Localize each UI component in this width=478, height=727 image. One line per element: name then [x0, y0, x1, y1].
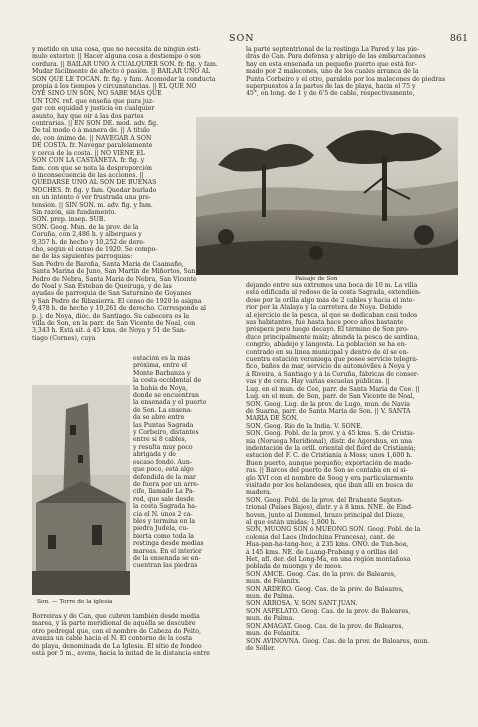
text-line: de Sóller.	[246, 644, 276, 652]
text-line: superpuestos á la partes de las de playa, hacia el 75 y	[246, 83, 416, 91]
text-line: DE COSTA. fr. Navegar paralelamente	[32, 142, 153, 150]
text-line: sus habitantes, fué hasta hace poco años bastante	[246, 319, 404, 327]
text-line: Buen puerto, aunque pequeño; exportación de made-	[246, 459, 414, 467]
text-line: San Pedro de Baroña, Santa María de Caamaño,	[32, 260, 184, 268]
text-line: estación del F. C. de Cristianía á Moss; unos 1,600 h.	[246, 452, 413, 460]
text-line: nía (Noruega Meridional), distr. de Agershus, en una	[246, 437, 412, 445]
text-line: 9,357 h. de hecho y 10,252 de dere-	[32, 238, 145, 246]
text-line: cuentran las piedras	[133, 562, 198, 570]
text-line: restinga desde medias	[133, 540, 204, 548]
text-line: la parte septentrional de la restinga La Pared y las pie-	[246, 46, 419, 53]
text-line: SON ARROSA. V. SON SANT JUAN.	[246, 600, 358, 608]
text-line: próxima, entre el	[133, 362, 187, 370]
landscape-photo	[196, 117, 458, 275]
text-line: hoven, junto al Dommel, brazo principal del Dieze,	[246, 511, 406, 519]
text-line: poblada de muongs y de meos.	[246, 563, 343, 571]
text-line: á 145 kms. NE. de Luang-Prabang y á orillas del	[246, 548, 398, 556]
text-line: SON ASPELATO. Geog. Cas. de la prov. de Baleares,	[246, 607, 411, 615]
text-line: villa de Son, en la parr. de San Vicente de Noal, con	[32, 320, 196, 328]
text-line: á Riveira, á Santiago y á la Coruña, fábricas de conser-	[246, 370, 419, 378]
text-line: SON AVINOVNA. Geog. Cas. de la prov. de Baleares, mun.	[246, 637, 430, 645]
text-line: marea, y la parte meridional de aquélla se descubre	[32, 620, 196, 628]
text-line: SON. Geog. Lug. de la prov. de Lugo, mun. de Navia	[246, 400, 410, 408]
text-line: Coruña, con 2,486 h. y albergues y	[32, 231, 142, 239]
text-line: ne de las siguientes parroquias:	[32, 253, 133, 261]
text-line: Hua-pan-ha-tang-hoc, á 235 kms. ONO. de Tun-hoa,	[246, 541, 409, 549]
text-line: SON QUE LE TOCAN. fr. fig. y fam. Acomodar la conducta	[32, 75, 216, 83]
text-line: defendida de la mar	[133, 473, 196, 481]
text-line: tensión. || SIN SON. m. adv. fig. y fam.	[32, 201, 153, 209]
tower-caption: Son. — Torre de la iglesia	[37, 599, 113, 605]
text-line: Sin razón, sin fundamento.	[32, 208, 117, 216]
text-line: cia el N. unos 2 ca-	[133, 510, 193, 518]
text-line: Lug. en el mun. de Son, parr. de San Vicente de Noal,	[246, 393, 415, 401]
text-line: dejando entre sus extremos una boca de 10 m. La villa	[246, 282, 418, 289]
text-line: fico, baños de mar, servicio de automóviles á Noya y	[246, 363, 411, 371]
text-line: en un intento ó ver frustrada una pre-	[32, 194, 152, 202]
text-line: SON. prep. insep. SUB.	[32, 216, 106, 224]
text-line: 45°, en long. de 1 y de 6'5 de cable, respectivamente,	[246, 90, 415, 98]
right-column-top-text	[246, 46, 456, 116]
text-line: y resulta muy poco	[133, 443, 193, 451]
text-line: de Noal y San Esteban de Queiruga, y de las	[32, 283, 172, 290]
text-line: cordura. || BAILAR UNO Á CUALQUIER SON. fr. fig. y fam.	[32, 60, 218, 68]
text-line: SON CON LA CASTAÑETA. fr. fig. y	[32, 157, 145, 165]
text-line: y cerca de la costa. || NO VIENE EL	[32, 149, 145, 157]
landscape-caption: Paisaje de Son	[295, 276, 338, 282]
text-line: y Corbeiro, distantes	[133, 429, 199, 437]
text-line: duce principalmente maíz; abunda la pesca de sardina,	[246, 333, 420, 341]
text-line: entre sí 8 cables,	[133, 436, 187, 444]
text-line: SON. Geog. Pobl. de la prov. y á 45 kms. S. de Cristia-	[246, 430, 415, 438]
text-line: mun. de Felanitx.	[246, 578, 301, 586]
text-line: De tal modo ó á manera de. || Á título	[32, 127, 150, 135]
text-line: que poco, está algo	[133, 466, 194, 474]
text-line: la costa Sagrada ha-	[133, 503, 198, 511]
page-number: 861	[449, 33, 468, 44]
text-line: MARÍA DE SON.	[246, 415, 299, 423]
text-line: QUEDARSE UNO AL SON DE BUENAS	[32, 179, 157, 187]
text-line: cuentra estación veraniega que posee servicio telegrá-	[246, 356, 418, 364]
text-line: Monte Barbanza y	[133, 369, 191, 377]
text-line: visitado por los holandeses, que iban allí en busca de	[246, 481, 414, 489]
text-line: mun. de Felanitx.	[246, 630, 301, 638]
text-line: da se abre entre	[133, 414, 185, 422]
tower-photo-image	[32, 385, 130, 595]
text-line: 3,343 h. Está sit. á 45 kms. de Noya y 51 de San-	[32, 327, 187, 335]
text-line: OYE SINO UN SON, NO SABE MÁS QUE	[32, 90, 162, 98]
text-line: contrarias. || EN SON DE. mod. adv. fig.	[32, 120, 159, 128]
text-line: Mudar fácilmente de afecto ó pasión. || BAILAR UNO AL	[32, 68, 210, 76]
text-line: mun. de Palma.	[246, 615, 295, 623]
text-line: otro pedregal que, con el nombre de Cabeza do Peito,	[32, 627, 201, 635]
text-line: abrigada y de	[133, 451, 176, 459]
text-line: ó inconsecuencia de las acciones. ||	[32, 171, 144, 179]
text-line: y metido en una cosa, que no necesita de ningún esti-	[32, 46, 201, 53]
landscape-photo-image	[196, 117, 458, 275]
text-line: fam. con que se nota la desproporción	[32, 164, 153, 172]
tower-photo	[32, 385, 130, 595]
text-line: 9,478 h. de hecho y 10,261 de derecho. Corresponde al	[32, 305, 207, 313]
text-line: Het, afl. der. del Long-Ma, en una región montañosa	[246, 556, 411, 564]
text-line: las Puntas Sagrada	[133, 421, 194, 429]
text-line: próspera pero luego decayó. El término de Son pro-	[246, 326, 409, 334]
text-line: congrio, abadejo y langosta. La población se ha en-	[246, 341, 407, 349]
text-line: está edificada al redoso de la costa Sagrada, extendién-	[246, 289, 422, 297]
text-line: SON, MUONG SON ó MUEONG SON. Geog. Pobl. de la	[246, 526, 421, 534]
text-line: red, que sale desde	[133, 495, 194, 503]
text-line: la costa occidental de	[133, 377, 202, 385]
text-line: escaso fondo. Aun-	[133, 458, 192, 466]
text-line: ras. || Barcos del puerto de Son se contaba en el si-	[246, 467, 408, 475]
text-line: piedra Judela, cu-	[133, 525, 189, 533]
text-line: está por 5 m., avens, hacia la mitad de la distancia entre	[32, 650, 210, 658]
text-line: propia á los tiempos y circunstancias. || EL QUE NO	[32, 83, 197, 91]
text-line: Punta Corbeiro y el otro, paralelo por los malecones de piedras	[246, 75, 446, 83]
text-line: de fuera por un arre-	[133, 480, 200, 488]
text-line: tiago (Cornes), cuya	[32, 334, 96, 342]
text-line: mado por 2 malecones, uno de los cuales arranca de la	[246, 68, 419, 76]
text-line: contrado en su línea municipal y dentro de él se en-	[246, 348, 409, 356]
text-line: dose por la orilla algo más de 2 cables y hacia el inte-	[246, 296, 415, 304]
left-column-beside-photo-text	[133, 355, 228, 655]
text-line: colonia del Laos (Indochina Francesa), cant. de	[246, 533, 395, 541]
text-line: bles y termina en la	[133, 517, 196, 525]
text-line: indentación de la orill. oriental del fiord de Cristianía;	[246, 444, 416, 452]
text-line: de la ensenada se en-	[133, 554, 201, 562]
text-line: avanza un cable hacia el N. El contorno de la costa	[32, 635, 193, 643]
text-line: de Son. La ensena-	[133, 406, 193, 414]
text-line: NOCHES. fr. fig. y fam. Quedar burlado	[32, 186, 157, 194]
text-line: vas y de cera. Hay varias escuelas públicas. ||	[246, 378, 390, 386]
text-line: asunto, hay que oír á las dos partes	[32, 112, 144, 120]
text-line: y San Pedro de Ribasierra. El censo de 1920 le asigna	[32, 297, 202, 305]
text-line: dras do Can. Para defensa y abrigo de las embarcaciones	[246, 53, 426, 61]
text-line: mulo exterior. || Hacer alguna cosa a destiempo ó son	[32, 53, 201, 61]
text-line: UN TON. ref. que enseña que para juz-	[32, 97, 155, 105]
text-line: Pedro de Nebra, Santa María de Nebra, San Vicente	[32, 275, 197, 283]
text-line: de playa, denominada de La Iglesia. El sitio de fondeo	[32, 642, 202, 650]
text-line: ayudas de parroquia de San Saturnino de Goyanes	[32, 290, 192, 298]
text-line: SON AMAGAT. Geog. Cas. de la prov. de Baleares,	[246, 622, 404, 630]
text-line: al que están unidas; 1,800 h.	[246, 519, 337, 526]
running-head: SON	[229, 33, 255, 44]
text-line: rior por la Atalaya y la carretera de Noya. Debido	[246, 304, 402, 312]
text-line: hay en esta ensenada un pequeño puerto que está for-	[246, 60, 417, 68]
text-line: SON ARDERO. Geog. Cas. de la prov. de Baleares,	[246, 585, 404, 593]
text-line: SON. Geog. Pobl. de la prov. del Brabante Septen-	[246, 496, 404, 504]
text-line: donde se encuentran	[133, 392, 199, 400]
text-line: cho, según el censo de 1920. Se compo-	[32, 245, 158, 253]
text-line: cife, llamado La Pa-	[133, 488, 195, 496]
text-line: estación es la más	[133, 355, 191, 362]
text-line: p. j. de Noya, dióc. de Santiago. Su cabecera es la	[32, 312, 190, 320]
page-header	[0, 33, 478, 47]
text-line: Santa Marina de Juno, San Martín de Miñortos, San	[32, 268, 196, 276]
text-line: SON. Geog. Mun. de la prov. de la	[32, 223, 139, 231]
text-line: la ensenada y el puerto	[133, 399, 207, 407]
text-line: glo XVI con el nombre de Soog y era particularmente	[246, 474, 414, 482]
text-line: SON. Geog. Río de la India. V. SONE.	[246, 422, 363, 430]
right-column-text	[246, 282, 456, 722]
text-line: mareas. En el interior	[133, 547, 202, 555]
text-line: mun. de Palma.	[246, 593, 295, 601]
text-line: trional (Países Bajos), distr. y á 8 kms. NNE. de Eind-	[246, 504, 414, 512]
text-line: SON AMCE. Geog. Cas. de la prov. de Baleares,	[246, 570, 396, 578]
text-line: de Suarna, parr. de Santa María de Son. || V. SANTA	[246, 407, 411, 415]
text-line: Lug. en el mun. de Cee, parr. de Santa María de Cee. ||	[246, 385, 420, 393]
text-line: al ejercicio de la pesca, al que se dedicaban casi todos	[246, 311, 418, 319]
left-column-bottom-text	[32, 613, 228, 723]
text-line: bierta como toda la	[133, 532, 194, 540]
text-line: la bahía de Noya,	[133, 384, 188, 392]
text-line: Borreiras y do Can, que cubren también desde media	[32, 613, 200, 620]
text-line: de, con ánimo de. || NAVEGAR Á SON	[32, 134, 152, 142]
text-line: gar con equidad y justicia en cualquier	[32, 105, 155, 113]
text-line: madera.	[246, 489, 272, 497]
